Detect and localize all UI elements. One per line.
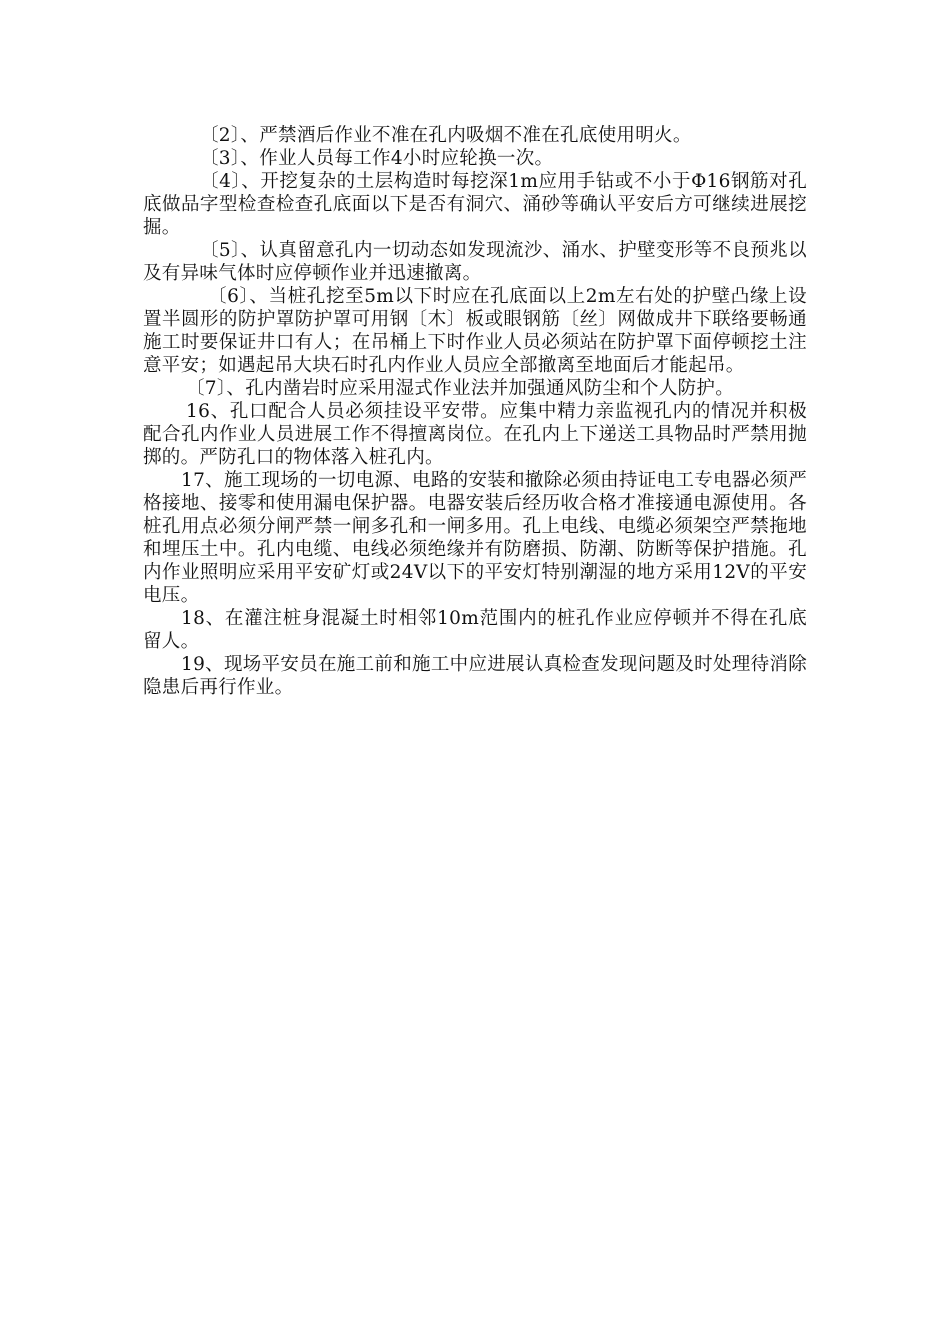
paragraph-item-7: 〔7〕、孔内凿岩时应采用湿式作业法并加强通风防尘和个人防护。: [186, 378, 735, 399]
paragraph-16: 16、孔口配合人员必须挂设平安带。应集中精力亲监视孔内的情况并积极配合孔内作业人员进展工作不得擅离岗位。在孔内上下递送工具物品时严禁用抛掷的。严防孔口的物体落入桩孔内。: [143, 401, 807, 468]
paragraph-item-5: 〔5〕、认真留意孔内一切动态如发现流沙、涌水、护壁变形等不良预兆以及有异味气体时应停顿作业并迅速撤离。: [143, 240, 807, 284]
paragraph-item-6: 〔6〕、当桩孔挖至5m以下时应在孔底面以上2m左右处的护壁凸缘上设置半圆形的防护罩防护罩可用钢〔木〕板或眼钢筋〔丝〕网做成井下联络要畅通施工时要保证井口有人；在吊桶上下时作业人员必须站在防护罩下面停顿挖土注意平安；如遇起吊大块石时孔内作业人员应全部撤离至地面后才能起吊。: [143, 286, 807, 376]
paragraph-18: 18、在灌注桩身混凝土时相邻10m范围内的桩孔作业应停顿并不得在孔底留人。: [143, 608, 807, 652]
paragraph-item-2: 〔2〕、严禁酒后作业不准在孔内吸烟不准在孔底使用明火。: [200, 125, 692, 146]
paragraph-item-4: 〔4〕、开挖复杂的土层构造时每挖深1m应用手钻或不小于Φ16钢筋对孔底做品字型检查检查孔底面以下是否有洞穴、涌砂等确认平安后方可继续进展挖掘。: [143, 171, 807, 238]
document-body: [143, 124, 807, 699]
paragraph-17: 17、施工现场的一切电源、电路的安装和撤除必须由持证电工专电器必须严格接地、接零和使用漏电保护器。电器安装后经历收合格才准接通电源使用。各桩孔用点必须分闸严禁一闸多孔和一闸多用。孔上电线、电缆必须架空严禁拖地和埋压土中。孔内电缆、电线必须绝缘并有防磨损、防潮、防断等保护措施。孔内作业照明应采用平安矿灯或24V以下的平安灯特别潮湿的地方采用12V的平安电压。: [143, 470, 807, 606]
paragraph-19: 19、现场平安员在施工前和施工中应进展认真检查发现问题及时处理待消除隐患后再行作业。: [143, 654, 807, 698]
paragraph-item-3: 〔3〕、作业人员每工作4小时应轮换一次。: [200, 148, 554, 169]
